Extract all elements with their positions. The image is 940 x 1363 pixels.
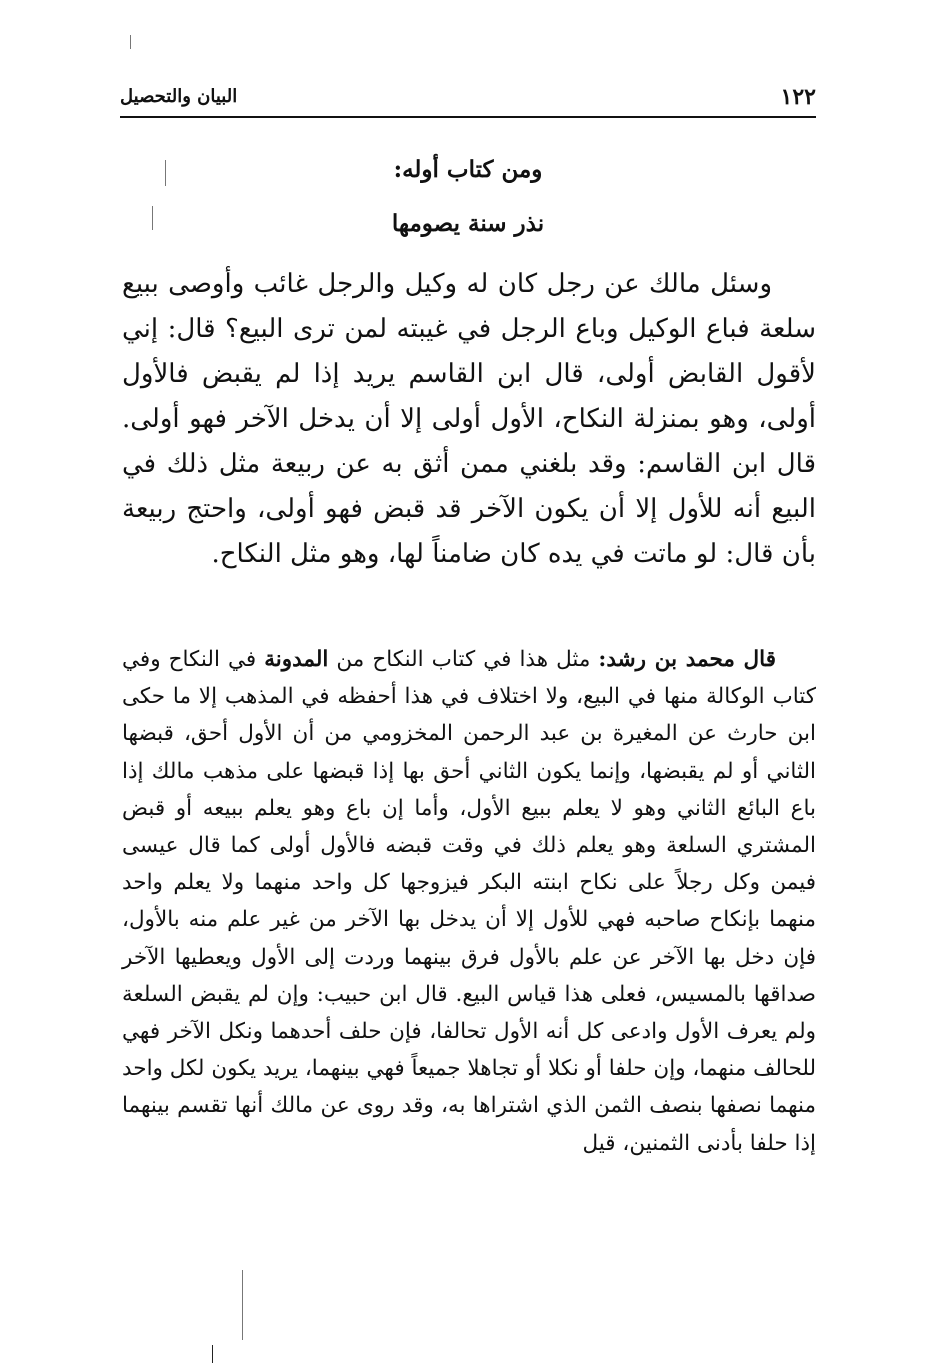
page-header bbox=[120, 82, 816, 118]
running-title: البيان والتحصيل bbox=[120, 86, 238, 107]
commentary-speaker: قال محمد بن رشد: bbox=[598, 647, 777, 672]
scan-artifact bbox=[152, 206, 153, 230]
commentary-book-reference: المدونة bbox=[264, 647, 329, 672]
main-text-paragraph bbox=[122, 262, 816, 577]
scan-artifact bbox=[165, 160, 166, 186]
scan-artifact bbox=[242, 1270, 243, 1340]
scan-artifact bbox=[130, 35, 131, 49]
page-number: ١٢٢ bbox=[780, 84, 816, 110]
scan-artifact bbox=[212, 1345, 213, 1363]
main-text-body: وسئل مالك عن رجل كان له وكيل والرجل غائب وأوصى ببيع سلعة فباع الوكيل وباع الرجل في غيبته لمن ترى البيع؟ قال: إني لأقول القابض أولى، قال ابن القاسم يريد إذا لم يقبض فالأول أولى، وهو بمنزلة النكاح، الأول أولى إلا أن يدخل الآخر فهو أولى. قال ابن القاسم: وقد بلغني ممن أثق به عن ربيعة مثل ذلك في البيع أنه للأول إلا أن يكون الآخر قد قبض فهو أولى، واحتج ربيعة بأن قال: لو ماتت في يده كان ضامناً لها، وهو مثل النكاح. bbox=[122, 269, 816, 569]
commentary-body: في النكاح وفي كتاب الوكالة منها في البيع، ولا اختلاف في هذا أحفظه في المذهب إلا ما حكى ابن حارث عن المغيرة بن عبد الرحمن المخزومي من أن الأول أحق، قبضها الثاني أو لم يقبضها، وإنما يكون الثاني أحق بها إذا قبضها على مذهب مالك إذا باع البائع الثاني وهو لا يعلم ببيع الأول، وأما إن باع وهو يعلم ببيعه أو قبض المشتري السلعة وهو يعلم ذلك في وقت قبضه فالأول أولى كما قال عيسى فيمن وكل رجلاً على نكاح ابنته البكر فيزوجها كل واحد منهما ولا يعلم واحد منهما بإنكاح صاحبه فهي للأول إلا أن يدخل بها الآخر من غير علم منه بالأول، فإن دخل بها الآخر عن علم بالأول فرق بينهما وردت إلى الأول ويعطيها الآخر صداقها بالمسيس، فعلى هذا قياس البيع. قال ابن حبيب: وإن لم يقبض السلعة ولم يعرف الأول وادعى كل أنه الأول تحالفا، فإن حلف أحدهما ونكل الآخر فهي للحالف منهما، وإن حلفا أو نكلا أو تجاهلا جميعاً فهي بينهما، يريد يكون لكل واحد منهما نصفها بنصف الثمن الذي اشتراها به، وقد روى عن مالك أنها تقسم بينهما إذا حلفا بأدنى الثمنين، قيل bbox=[122, 647, 816, 1156]
chapter-heading: ومن كتاب أوله: bbox=[393, 156, 543, 183]
commentary-paragraph bbox=[122, 641, 816, 1162]
section-heading: نذر سنة يصومها bbox=[391, 210, 545, 237]
commentary-lead: مثل هذا في كتاب النكاح من bbox=[336, 647, 591, 672]
